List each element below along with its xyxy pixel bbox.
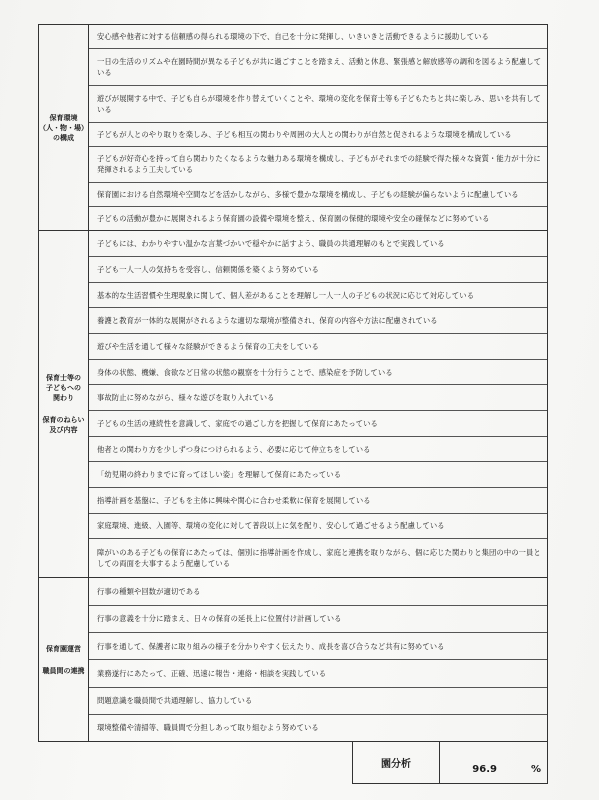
list-item: 安心感や他者に対する信頼感の得られる環境の下で、自己を十分に発揮し、いきいきと活動できるように援助している	[89, 25, 547, 49]
list-item: 遊びや生活を通して様々な経験ができるよう保育の工夫をしている	[89, 334, 547, 360]
item-list	[89, 25, 547, 230]
list-item: 問題意識を職員間で共通理解し、協力している	[89, 688, 547, 715]
list-item: 行事の種類や回数が適切である	[89, 578, 547, 605]
list-item: 家庭環境、進級、入園等、環境の変化に対して普段以上に気を配り、安心して過ごせるよう配慮している	[89, 514, 547, 540]
heading-line: 職員間の連携	[42, 666, 85, 675]
summary-value: 96.9	[472, 764, 497, 775]
list-item: 行事を通して、保護者に取り組みの様子を分かりやすく伝えたり、成長を喜び合うなど共有に努めている	[89, 633, 547, 660]
heading-line: の構成	[53, 133, 74, 142]
list-item: 子どもには、わかりやすい温かな言葉づかいで穏やかに話すよう、職員の共通理解のもとで実践している	[89, 231, 547, 257]
heading-line: （人・物・場）	[39, 123, 88, 132]
list-item: 事故防止に努めながら、様々な遊びを取り入れている	[89, 385, 547, 411]
heading-line: 保育のねらい	[42, 416, 85, 425]
summary-value-cell	[440, 742, 547, 783]
summary-box	[352, 742, 548, 784]
list-item: 子どもの活動が豊かに展開されるよう保育園の設備や環境を整え、保育園の保健的環境や安全の確保などに努めている	[97, 214, 490, 224]
heading-line: 保育士等の	[46, 374, 81, 383]
list-item: 基本的な生活習慣や生理現象に関して、個人差があることを理解し一人一人の子どもの状況に応じて対応している	[89, 283, 547, 309]
item-list	[89, 231, 547, 577]
list-item: 身体の状態、機嫌、食欲など日常の状態の観察を十分行うことで、感染症を予防している	[89, 360, 547, 386]
list-item: 他者との関わり方を少しずつ身につけられるよう、必要に応じて仲立ちをしている	[89, 437, 547, 463]
list-item: 子ども一人一人の気持ちを受容し、信頼関係を築くよう努めている	[89, 257, 547, 283]
summary-unit: %	[530, 764, 541, 775]
list-item: 行事の意義を十分に踏まえ、日々の保育の延長上に位置付け計画している	[89, 606, 547, 633]
list-item: 障がいのある子どもの保育にあたっては、個別に指導計画を作成し、家庭と連携を取りながら、個に応じた関わりと集団の中の一員としての両面を大事するよう配慮している	[97, 548, 541, 569]
item-list	[89, 578, 547, 741]
list-item: 子どもが好奇心を持って自ら関わりたくなるような魅力ある環境を構成し、子どもがそれまでの経験で得た様々な資質・能力が十分に発揮されるよう工夫している	[89, 147, 547, 184]
heading-line: 関わり	[53, 394, 74, 403]
section-staff-coordination	[39, 578, 547, 741]
evaluation-table	[38, 24, 548, 742]
list-item: 一日の生活のリズムや在園時間が異なる子どもが共に過ごすことを踏まえ、活動と休息、緊張感と解放感等の調和を図るよう配慮している	[89, 49, 547, 86]
list-item: 子どもが人とのやり取りを楽しみ、子ども相互の関わりや周囲の大人との関わりが自然と促されるような環境を構成している	[89, 123, 547, 147]
list-item: 養護と教育が一体的な展開がされるような適切な環境が整備され、保育の内容や方法に配慮されている	[89, 308, 547, 334]
list-item: 業務遂行にあたって、正確、迅速に報告・連絡・相談を実践している	[89, 660, 547, 687]
list-item: 環境整備や清掃等、職員間で分担しあって取り組むよう努めている	[97, 723, 319, 733]
summary-label: 園分析	[353, 742, 440, 783]
section-environment	[39, 25, 547, 231]
list-item: 「幼児期の終わりまでに育ってほしい姿」を理解して保育にあたっている	[89, 462, 547, 488]
heading-line: 子どもへの	[46, 384, 81, 393]
heading-line: 保育園運営	[46, 644, 81, 653]
section-heading	[39, 25, 89, 230]
list-item: 指導計画を基盤に、子どもを主体に興味や関心に合わせ柔軟に保育を展開している	[89, 488, 547, 514]
list-item: 遊びが展開する中で、子ども自らが環境を作り替えていくことや、環境の変化を保育士等も子どもたちと共に楽しみ、思いを共有している	[89, 86, 547, 123]
heading-line: 及び内容	[49, 426, 78, 435]
list-item: 子どもの生活の連続性を意識して、家庭での過ごし方を把握して保育にあたっている	[89, 411, 547, 437]
section-heading	[39, 231, 89, 577]
section-caregiver-relations	[39, 231, 547, 578]
heading-line: 保育環境	[49, 113, 78, 122]
section-heading	[39, 578, 89, 741]
list-item: 保育園における自然環境や空間などを活かしながら、多様で豊かな環境を構成し、子どもの経験が偏らないように配慮している	[89, 183, 547, 207]
